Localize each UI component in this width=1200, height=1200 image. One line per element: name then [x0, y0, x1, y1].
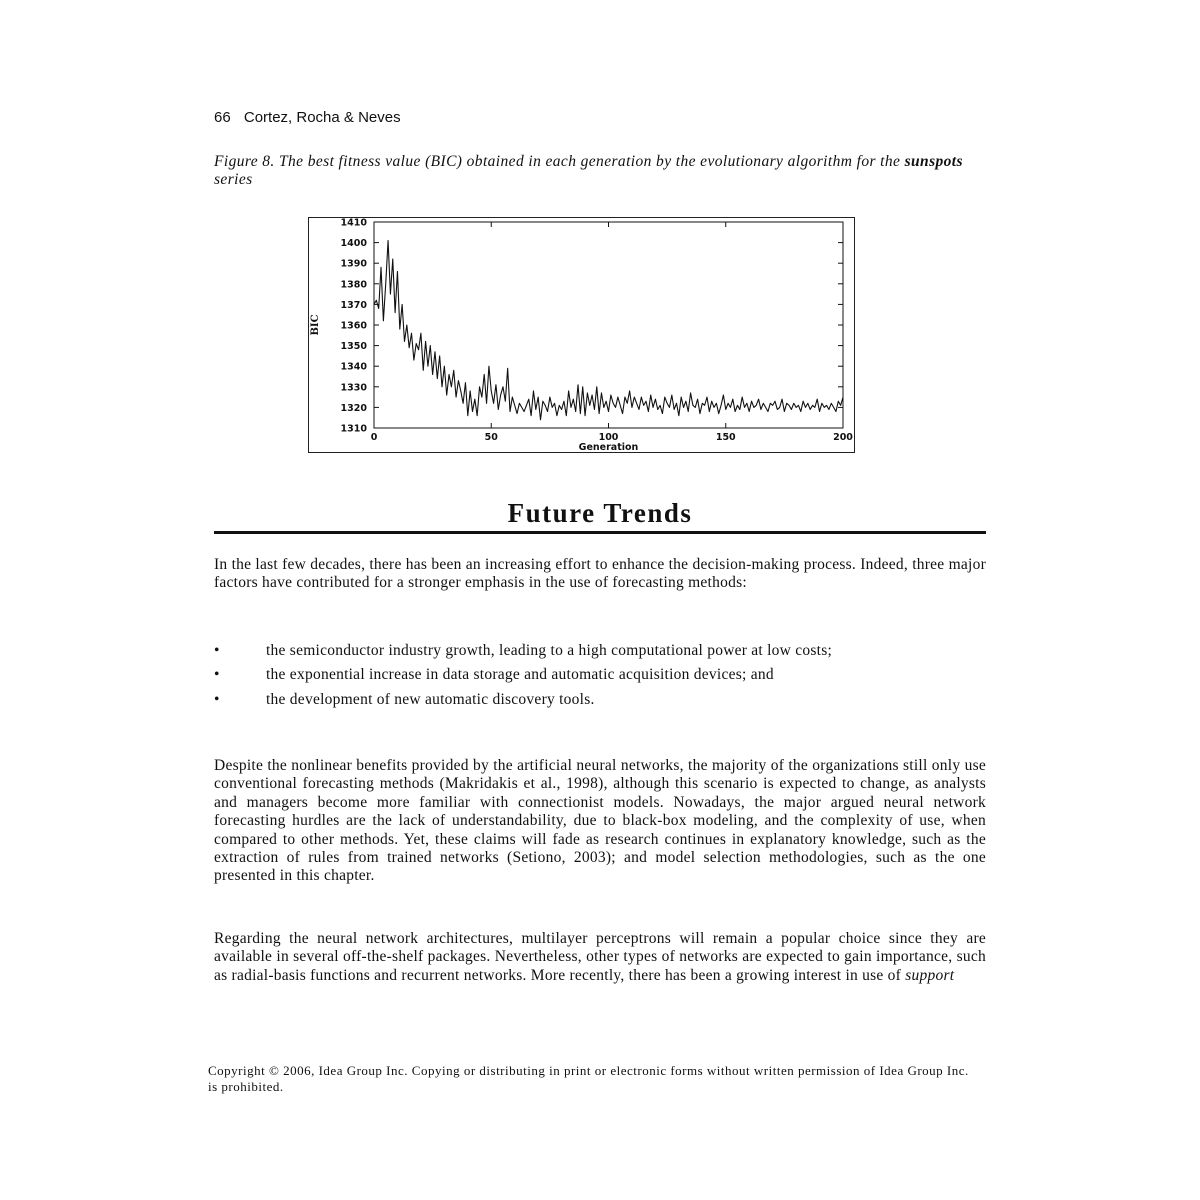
bullet-marker: •: [214, 642, 220, 659]
y-tick-label: 1320: [340, 402, 367, 414]
bullet-marker: •: [214, 666, 220, 684]
paragraph-architectures-text: Regarding the neural network architectures, multilayer perceptrons will remain a popular choice since they are available in several off-the-shelf packages. Nevertheless, other types of networks are expected to gain importance, such as radial-basis functions and recurrent networks. More recently, there has been a growing interest in use of: [214, 930, 986, 984]
page-number: 66: [214, 109, 231, 126]
caption-series-name: sunspots: [904, 153, 963, 170]
running-head-authors: Cortez, Rocha & Neves: [243, 109, 401, 126]
bic-chart-svg: [308, 217, 855, 453]
x-tick-label: 0: [370, 432, 378, 443]
section-rule: [214, 531, 986, 534]
y-tick-label: 1380: [340, 279, 367, 291]
y-tick-label: 1350: [340, 341, 367, 353]
y-axis-label: BIC: [310, 314, 321, 336]
paragraph-italic-term: support: [905, 966, 955, 984]
page-header: [214, 109, 401, 126]
list-item-text: the exponential increase in data storage and automatic acquisition devices; and: [266, 666, 774, 684]
bullet-list: [214, 642, 986, 715]
y-tick-label: 1330: [340, 382, 367, 394]
bullet-marker: •: [214, 690, 220, 708]
figure-caption: [214, 153, 989, 189]
y-tick-label: 1410: [340, 217, 367, 229]
bic-chart: [308, 217, 855, 453]
paragraph-intro: In the last few decades, there has been an increasing effort to enhance the decision-making process. Indeed, three major factors have contributed for a stronger emphasis in the use of forecasting methods:: [214, 556, 986, 592]
paragraph-despite: Despite the nonlinear benefits provided by the artificial neural networks, the majority of the organizations still only use conventional forecasting methods (Makridakis et al., 1998), although this scenario is expected to change, as analysts and managers become more familiar with connectionist models. Nowadays, the major argued neural network forecasting hurdles are the lack of understandability, due to black-box modeling, and the complexity of use, when compared to other methods. Yet, these claims will fade as research continues in explanatory knowledge, such as the extraction of rules from trained networks (Setiono, 2003); and model selection methodologies, such as the one presented in this chapter.: [214, 757, 986, 885]
caption-text: Figure 8. The best fitness value (BIC) obtained in each generation by the evolutionary algorithm for the: [214, 153, 905, 170]
x-tick-label: 100: [598, 432, 619, 443]
list-item-text: the development of new automatic discovery tools.: [266, 690, 595, 708]
section-title: Future Trends: [507, 498, 693, 528]
copyright-footer: Copyright © 2006, Idea Group Inc. Copying or distributing in print or electronic forms without written permission of Idea Group Inc. is prohibited.: [208, 1063, 969, 1094]
paragraph-architectures: [214, 930, 986, 985]
y-tick-label: 1310: [340, 423, 367, 435]
y-tick-label: 1340: [340, 361, 367, 373]
x-tick-label: 50: [484, 432, 498, 443]
list-item-text: the semiconductor industry growth, leading to a high computational power at low costs;: [266, 642, 833, 659]
y-tick-label: 1360: [340, 320, 367, 332]
y-tick-label: 1390: [340, 258, 367, 270]
list-item: [214, 666, 986, 684]
list-item: [214, 691, 986, 709]
figure-frame: [309, 218, 855, 453]
x-tick-label: 200: [833, 432, 853, 443]
x-tick-label: 150: [715, 432, 736, 443]
caption-suffix: series: [214, 171, 253, 188]
y-tick-label: 1400: [340, 238, 367, 250]
y-tick-label: 1370: [340, 299, 367, 311]
x-axis-label: Generation: [578, 442, 639, 453]
list-item: [214, 642, 986, 660]
